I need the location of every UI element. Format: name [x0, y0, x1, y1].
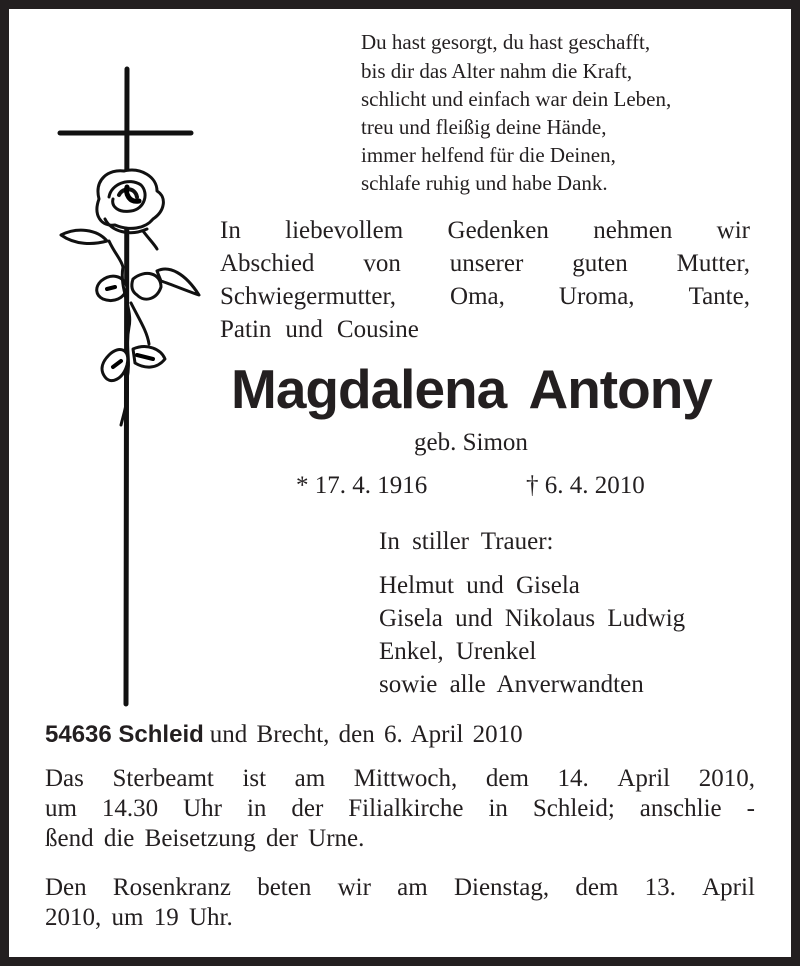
intro-line: Schwiegermutter, Oma, Uroma, Tante, — [220, 283, 750, 310]
poem-line: treu und fleißig deine Hände, — [361, 115, 607, 139]
death-date: † 6. 4. 2010 — [526, 472, 645, 499]
rosary-line: 2010, um 19 Uhr. — [45, 904, 233, 931]
rosary-line: Den Rosenkranz beten wir am Dienstag, dem 13. April — [45, 874, 755, 901]
rosary-info — [45, 873, 755, 933]
location: 54636 Schleid — [45, 721, 204, 748]
intro-line: In liebevollem Gedenken nehmen wir — [220, 217, 750, 244]
deceased-name: Magdalena Antony — [231, 358, 712, 420]
mourners-heading: In stiller Trauer: — [379, 528, 554, 555]
service-info — [45, 764, 755, 854]
mourner-line: Enkel, Urenkel — [379, 638, 537, 665]
maiden-name: geb. Simon — [414, 429, 528, 456]
poem-line: schlafe ruhig und habe Dank. — [361, 171, 608, 195]
poem-line: immer helfend für die Deinen, — [361, 143, 616, 167]
intro-paragraph — [220, 214, 750, 346]
mourner-line: Gisela und Nikolaus Ludwig — [379, 605, 686, 632]
birth-date: * 17. 4. 1916 — [296, 472, 428, 499]
service-line: um 14.30 Uhr in der Filialkirche in Schleid; anschlie - — [45, 795, 755, 822]
location-date-line — [45, 720, 523, 750]
poem-line: schlicht und einfach war dein Leben, — [361, 87, 672, 111]
intro-line: Patin und Cousine — [220, 316, 419, 343]
mourner-line: sowie alle Anverwandten — [379, 671, 644, 698]
obituary-notice — [9, 9, 791, 957]
poem-line: bis dir das Alter nahm die Kraft, — [361, 59, 633, 83]
place-date: und Brecht, den 6. April 2010 — [209, 721, 523, 748]
service-line: ßend die Beisetzung der Urne. — [45, 825, 365, 852]
mourner-line: Helmut und Gisela — [379, 572, 580, 599]
intro-line: Abschied von unserer guten Mutter, — [220, 250, 750, 277]
cross-rose-icon — [49, 59, 209, 719]
service-line: Das Sterbeamt ist am Mittwoch, dem 14. April 2010, — [45, 765, 755, 792]
poem-line: Du hast gesorgt, du hast geschafft, — [361, 30, 651, 54]
